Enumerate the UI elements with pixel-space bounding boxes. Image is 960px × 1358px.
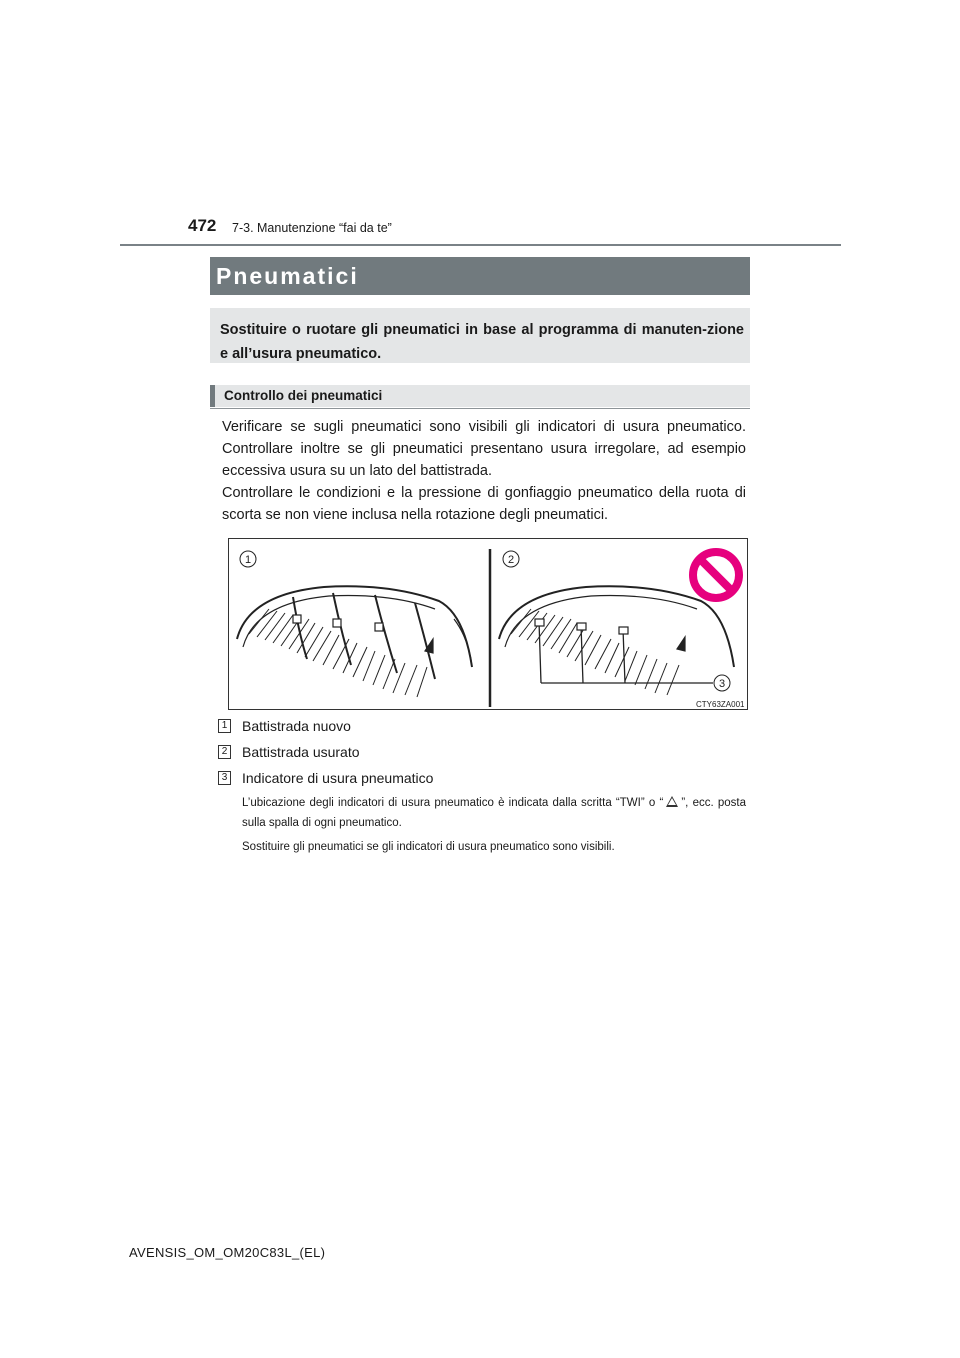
paragraph-check-indicators: Verificare se sugli pneumatici sono visibili gli indicatori di usura pneumatico. Controllare inoltre se gli pneumatici presentano usura irregolare, ad esempio eccessiva usura su un lato del battistrada.: [222, 419, 746, 479]
footer-document-code: AVENSIS_OM_OM20C83L_(EL): [129, 1245, 326, 1260]
note-replace-tires: Sostituire gli pneumatici se gli indicatori di usura pneumatico sono visibili.: [242, 841, 615, 853]
subsection-divider: [210, 408, 750, 409]
page-title-bar: [210, 257, 750, 295]
worn-tread-tire: [499, 586, 734, 695]
subsection-title: Controllo dei pneumatici: [224, 388, 383, 403]
legend-number: 3: [218, 771, 231, 785]
callout-1: [240, 551, 256, 567]
svg-text:2: 2: [507, 554, 515, 566]
svg-text:1: 1: [244, 554, 252, 566]
legend-number: 1: [218, 719, 231, 733]
section-reference: 7-3. Manutenzione “fai da te”: [232, 221, 392, 235]
note-text-end: ”, ecc. posta sulla spalla di ogni pneumatico.: [242, 797, 747, 829]
intro-text: Sostituire o ruotare gli pneumatici in base al programma di manuten-zione e all’usura pneumatico.: [220, 322, 744, 362]
callout-3: [714, 675, 730, 691]
subsection-bar: [210, 385, 750, 407]
intro-box: [210, 308, 750, 363]
callout-2: [503, 551, 519, 567]
tire-wear-figure: [228, 538, 748, 710]
svg-text:3: 3: [718, 678, 726, 690]
legend-label: Indicatore di usura pneumatico: [242, 770, 434, 786]
tire-illustration: [229, 539, 749, 711]
legend-label: Battistrada usurato: [242, 744, 360, 760]
triangle-icon: [666, 796, 678, 807]
header-divider: [120, 244, 841, 246]
note-text-start: L’ubicazione degli indicatori di usura pneumatico è indicata dalla scritta “TWI” o “: [242, 797, 664, 809]
note-indicator-location: [242, 793, 746, 833]
page-title: Pneumatici: [216, 263, 359, 289]
legend-label: Battistrada nuovo: [242, 718, 351, 734]
figure-code: CTY63ZA001: [696, 700, 745, 709]
legend-number: 2: [218, 745, 231, 759]
page-number: 472: [188, 216, 217, 235]
no-entry-icon: [693, 552, 739, 598]
new-tread-tire: [237, 586, 472, 697]
paragraph-spare-tire: Controllare le condizioni e la pressione di gonfiaggio pneumatico della ruota di scorta se non viene inclusa nella rotazione degli pneumatici.: [222, 485, 746, 523]
